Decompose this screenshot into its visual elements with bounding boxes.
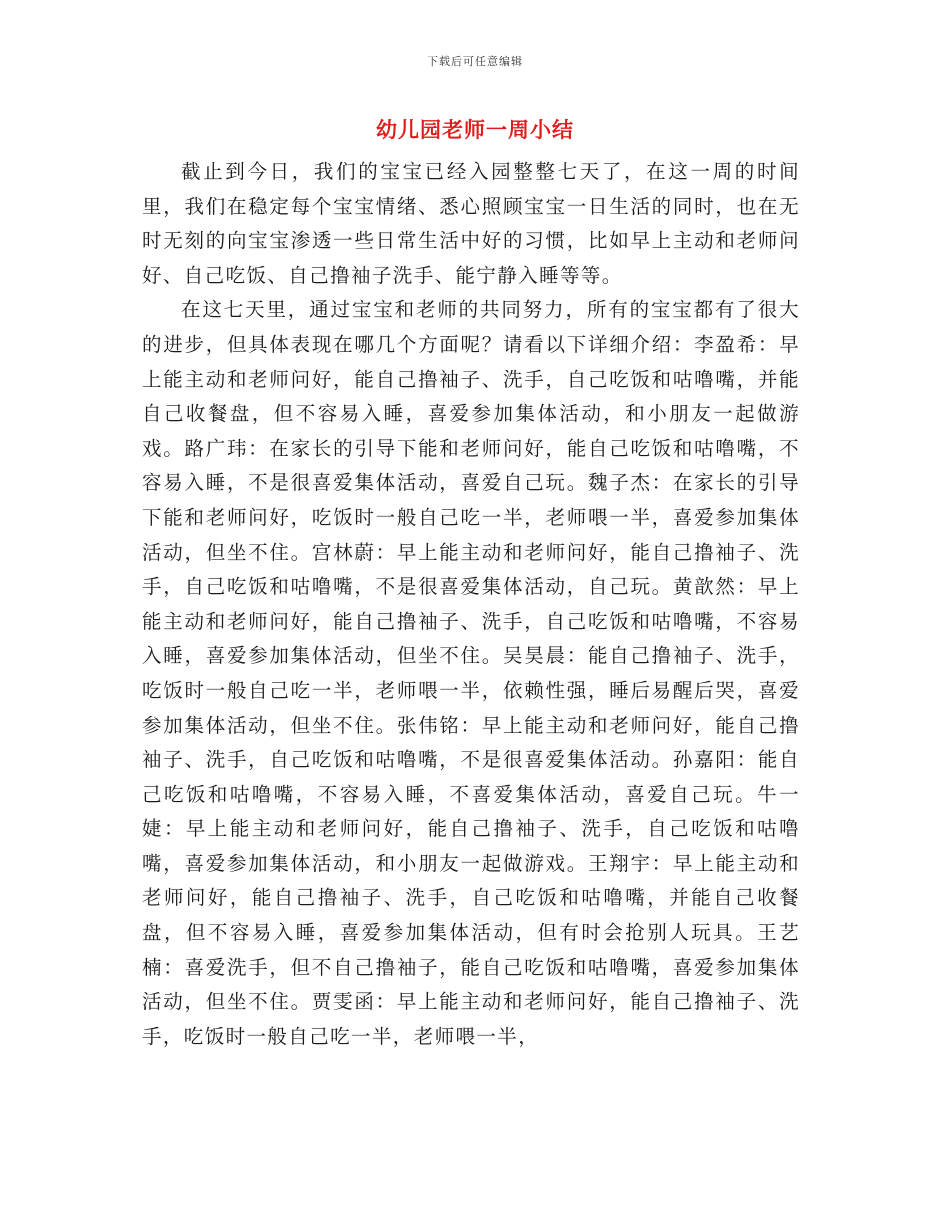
header-note: 下载后可任意编辑 — [427, 55, 523, 68]
paragraph-intro: 截止到今日，我们的宝宝已经入园整整七天了，在这一周的时间里，我们在稳定每个宝宝情绪、悉心照顾宝宝一日生活的同时，也在无时无刻的向宝宝渗透一些日常生活中好的习惯，比如早上主动和老师问好、自己吃饭、自己撸袖子洗手、能宁静入睡等等。 — [142, 160, 800, 287]
paragraph-details: 在这七天里，通过宝宝和老师的共同努力，所有的宝宝都有了很大的进步，但具体表现在哪几个方面呢？请看以下详细介绍：李盈希：早上能主动和老师问好，能自己撸袖子、洗手，自己吃饭和咕噜嘴，并能自己收餐盘，但不容易入睡，喜爱参加集体活动，和小朋友一起做游戏。路广玮：在家长的引导下能和老师问好，能自己吃饭和咕噜嘴，不容易入睡，不是很喜爱集体活动，喜爱自己玩。魏子杰：在家长的引导下能和老师问好，吃饭时一般自己吃一半，老师喂一半，喜爱参加集体活动，但坐不住。宫林蔚：早上能主动和老师问好，能自己撸袖子、洗手，自己吃饭和咕噜嘴，不是很喜爱集体活动，自己玩。黄歆然：早上能主动和老师问好，能自己撸袖子、洗手，自己吃饭和咕噜嘴，不容易入睡，喜爱参加集体活动，但坐不住。吴昊晨：能自己撸袖子、洗手，吃饭时一般自己吃一半，老师喂一半，依赖性强，睡后易醒后哭，喜爱参加集体活动，但坐不住。张伟铭：早上能主动和老师问好，能自己撸袖子、洗手，自己吃饭和咕噜嘴，不是很喜爱集体活动。孙嘉阳：能自己吃饭和咕噜嘴，不容易入睡，不喜爱集体活动，喜爱自己玩。牛一婕：早上能主动和老师问好，能自己撸袖子、洗手，自己吃饭和咕噜嘴，喜爱参加集体活动，和小朋友一起做游戏。王翔宇：早上能主动和老师问好，能自己撸袖子、洗手，自己吃饭和咕噜嘴，并能自己收餐盘，但不容易入睡，喜爱参加集体活动，但有时会抢别人玩具。王艺楠：喜爱洗手，但不自己撸袖子，能自己吃饭和咕噜嘴，喜爱参加集体活动，但坐不住。贾雯函：早上能主动和老师问好，能自己撸袖子、洗手，吃饭时一般自己吃一半，老师喂一半， — [142, 298, 800, 1048]
document-body — [142, 155, 800, 1054]
document-title: 幼儿园老师一周小结 — [376, 118, 574, 142]
